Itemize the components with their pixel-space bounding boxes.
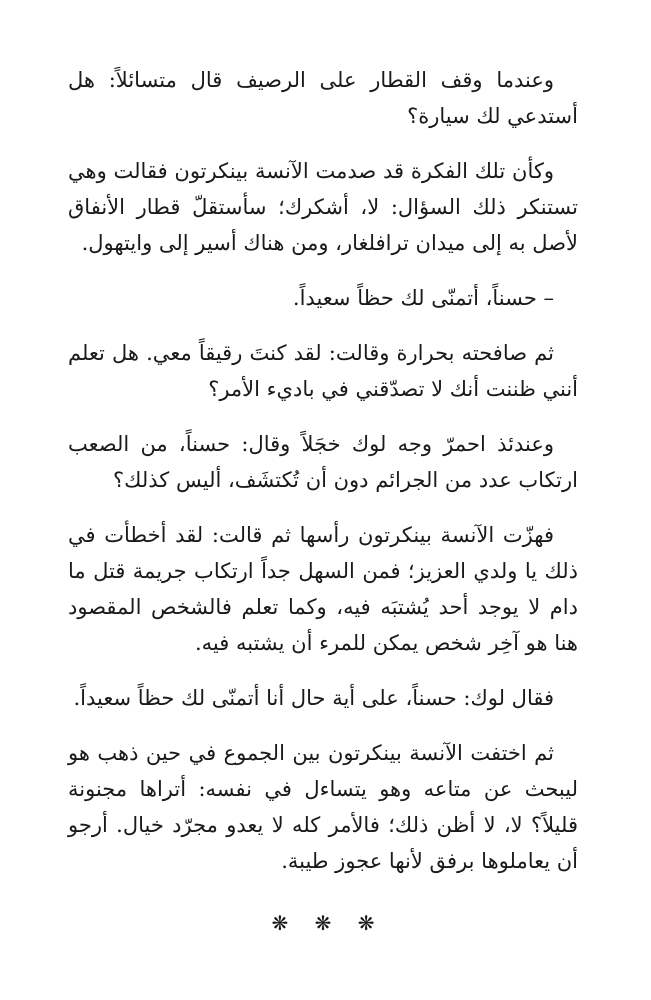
section-break-ornament (68, 905, 578, 941)
paragraph-2: وكأن تلك الفكرة قد صدمت الآنسة بينكرتون فقالت وهي تستنكر ذلك السؤال: لا، أشكرك؛ سأستقلّ قطار الأنفاق لأصل به إلى ميدان ترافلغار، ومن هناك أسير إلى وايتهول. (68, 159, 578, 255)
asterism-glyph: ❋ (314, 911, 332, 935)
asterism-glyph: ❋ (357, 911, 375, 935)
paragraph-5: وعندئذ احمرّ وجه لوك خجَلاً وقال: حسناً، من الصعب ارتكاب عدد من الجرائم دون أن تُكتشَف، أليس كذلك؟ (68, 432, 578, 492)
paragraph-4: ثم صافحته بحرارة وقالت: لقد كنتَ رقيقاً معي. هل تعلم أنني ظننت أنك لا تصدّقني في باديء الأمر؟ (68, 341, 578, 401)
paragraph-3-dialogue: – حسناً، أتمنّى لك حظاً سعيداً. (292, 286, 554, 310)
paragraph-6: فهزّت الآنسة بينكرتون رأسها ثم قالت: لقد أخطأت في ذلك يا ولدي العزيز؛ فمن السهل جداً ارتكاب جريمة قتل ما دام لا يوجد أحد يُشتبَه فيه، وكما تعلم فالشخص المقصود هنا هو آخِر شخص يمكن للمرء أن يشتبه فيه. (68, 523, 578, 655)
paragraph-1: وعندما وقف القطار على الرصيف قال متسائلاً: هل أستدعي لك سيارة؟ (68, 68, 578, 128)
asterism-glyph: ❋ (271, 911, 289, 935)
book-page (68, 62, 578, 941)
paragraph-7: فقال لوك: حسناً، على أية حال أنا أتمنّى لك حظاً سعيداً. (73, 686, 554, 710)
paragraph-8: ثم اختفت الآنسة بينكرتون بين الجموع في حين ذهب هو ليبحث عن متاعه وهو يتساءل في نفسه: أتراها مجنونة قليلاً؟ لا، لا أظن ذلك؛ فالأمر كله لا يعدو مجرّد خيال. أرجو أن يعاملوها برفق لأنها عجوز طيبة. (68, 741, 578, 873)
